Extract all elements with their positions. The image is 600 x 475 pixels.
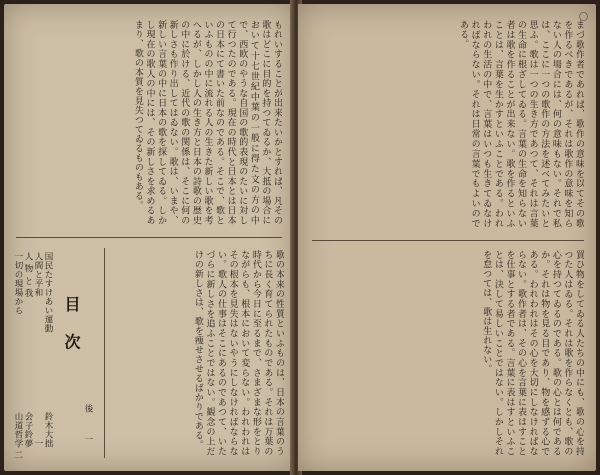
right-page-top-text: まづ歌作者であれば、歌作の意味を以てその歌を作るべきであるが、それは歌作の意味を知らない人の場合には、何の意味もない。それで私は、ここに一つの歌作の方法を述べてみたいと思ふ。歌は一つの生き方であつて、それは言葉の生命に根ざしてゐる。言葉の生命を知らない者は歌を作ることが出来ない。歌を作るといふことは、言葉を生かすといふことである。われわれの生活の中で、言葉はいつも生きてゐなければならない。それは日常の言葉でもよいのである。 — [458, 20, 584, 228]
left-page-divider — [16, 237, 282, 238]
toc-entry-author: 鈴木大拙 — [43, 412, 53, 448]
toc-entry-title: 一切の現場から — [13, 252, 23, 315]
toc-entry-title: 国民たすけあい運動 — [43, 252, 53, 333]
toc-entry-title: 人間と平和 — [33, 252, 43, 297]
right-page-divider — [312, 240, 584, 241]
left-page-top-text: もれいすることが出来たいかとすれば、凡その歌はどこに目的を持つてゐるか、大抵の場合において十七世紀中葉の一般に得た文の方の中で、西欧のやうな自国の歌的表現のたいに対して行つたのである。現在の時代と日本とは日本の日本にて書いた前なのである。そこで、歌といふものの中に流れる人の生きた新しい歌を考へるが、しかし人の生き方と日本の詩歌の歴史の中に於ける、近代の歌の関係は、そこに何の新しさも作り出してはゐない。歌は、いまや、新しい言葉の中に日本の歌を探してゐる。しかし現在の歌人の中には、その新しさを求めるあまり、歌の本質を見失つてゐるものもある。 — [132, 20, 282, 225]
toc-entry-title: 後 — [83, 404, 93, 413]
right-page-bottom-text: 買ひ物をしてゐる人たちの中にも、歌の心を持つた人はゐる。それは歌を作らなくとも、歌の心を持つてゐるのである。歌の心とは何であるか。それは物を見る目であり、物を感ずる心である。われわれはその心を大切にしなければならない。歌作者は、その心を言葉に表はすことを仕事とする者である。言葉に表はすといふことは、決して易しいことではない。しかしそれを怠つては、歌は生れない。 — [481, 250, 584, 456]
toc-entry-author: 山道哲学 — [13, 412, 23, 448]
toc-divider — [104, 248, 105, 458]
toc-heading: 目 次 — [62, 296, 81, 358]
toc-entry-title: 人 物 と 我 — [23, 252, 33, 298]
toc-entry[interactable] — [82, 404, 94, 444]
toc-entry-author: 一 — [83, 435, 93, 444]
toc-entry[interactable] — [12, 252, 24, 448]
left-page — [4, 4, 294, 471]
right-page — [298, 4, 596, 471]
toc-entry-author: 一 — [33, 439, 43, 448]
page-number-left: 二 — [14, 451, 24, 461]
page-number-right: 〇 — [578, 13, 588, 23]
toc-entry-author: 会子鈴夢 — [23, 412, 33, 448]
left-page-bottom-text: 歌の本来の性質といふものは、日本の言葉のうちに長く育てられたものである。それは万葉の時代から今日に至るまで、さまざまな形をとりながらも、根本において変らない。われわれはその根本を見失はないやうにしなければならない。歌人の仕事はそこにあるのであつて、いたづらに新しさを追ふことではない。観念の上だけの新しさは、歌を痩せさせるばかりである。 — [192, 250, 284, 456]
